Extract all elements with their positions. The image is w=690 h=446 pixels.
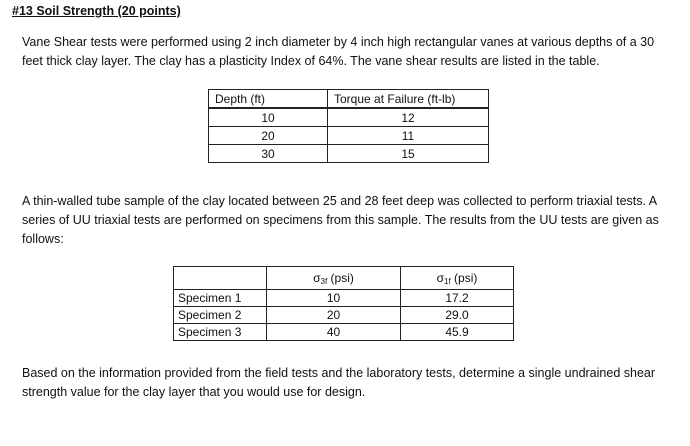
- sigma3f-cell: 40: [267, 324, 401, 341]
- table-row: [174, 290, 514, 307]
- specimen-label: Specimen 2: [174, 307, 267, 324]
- sigma3-unit: (psi): [327, 270, 354, 285]
- torque-cell: 12: [328, 108, 489, 127]
- table-header-row: [174, 267, 514, 290]
- depth-cell: 30: [209, 145, 328, 163]
- sigma3f-header: [267, 267, 401, 290]
- table-row: [174, 307, 514, 324]
- table-row: [209, 108, 489, 127]
- sigma3-subscript: 3f: [320, 276, 328, 286]
- sigma1-symbol: σ: [436, 270, 445, 285]
- specimen-label: Specimen 1: [174, 290, 267, 307]
- depth-cell: 20: [209, 127, 328, 145]
- torque-cell: 15: [328, 145, 489, 163]
- torque-header: Torque at Failure (ft-lb): [328, 90, 489, 109]
- sigma1f-cell: 29.0: [401, 307, 514, 324]
- question-paragraph: Based on the information provided from the field tests and the laboratory tests, determine a single undrained shear strength value for the clay layer that you would use for design.: [22, 366, 656, 399]
- empty-header-cell: [174, 267, 267, 290]
- table-row: [209, 145, 489, 163]
- sigma3f-cell: 20: [267, 307, 401, 324]
- uu-triaxial-table: [173, 266, 514, 341]
- specimen-label: Specimen 3: [174, 324, 267, 341]
- sigma1-unit: (psi): [450, 270, 478, 285]
- sigma1f-cell: 45.9: [401, 324, 514, 341]
- vane-shear-table: [208, 89, 489, 163]
- intro-paragraph: Vane Shear tests were performed using 2 inch diameter by 4 inch high rectangular vanes at various depths of a 30 feet thick clay layer. The clay has a plasticity Index of 64%. The vane shear results are listed in the table.: [22, 35, 655, 68]
- sigma1-subscript: 1f: [444, 276, 451, 286]
- uu-intro-paragraph: A thin-walled tube sample of the clay located between 25 and 28 feet deep was collected to perform triaxial tests. A series of UU triaxial tests are performed on specimens from this sample. The results from the UU tests are given as follows:: [22, 194, 659, 246]
- problem-title: #13 Soil Strength (20 points): [12, 4, 181, 18]
- sigma3f-cell: 10: [267, 290, 401, 307]
- sigma3-symbol: σ: [313, 270, 321, 285]
- sigma1f-header: [401, 267, 514, 290]
- table-row: [174, 324, 514, 341]
- table-header-row: [209, 90, 489, 109]
- depth-cell: 10: [209, 108, 328, 127]
- depth-header: Depth (ft): [209, 90, 328, 109]
- sigma1f-cell: 17.2: [401, 290, 514, 307]
- table-row: [209, 127, 489, 145]
- torque-cell: 11: [328, 127, 489, 145]
